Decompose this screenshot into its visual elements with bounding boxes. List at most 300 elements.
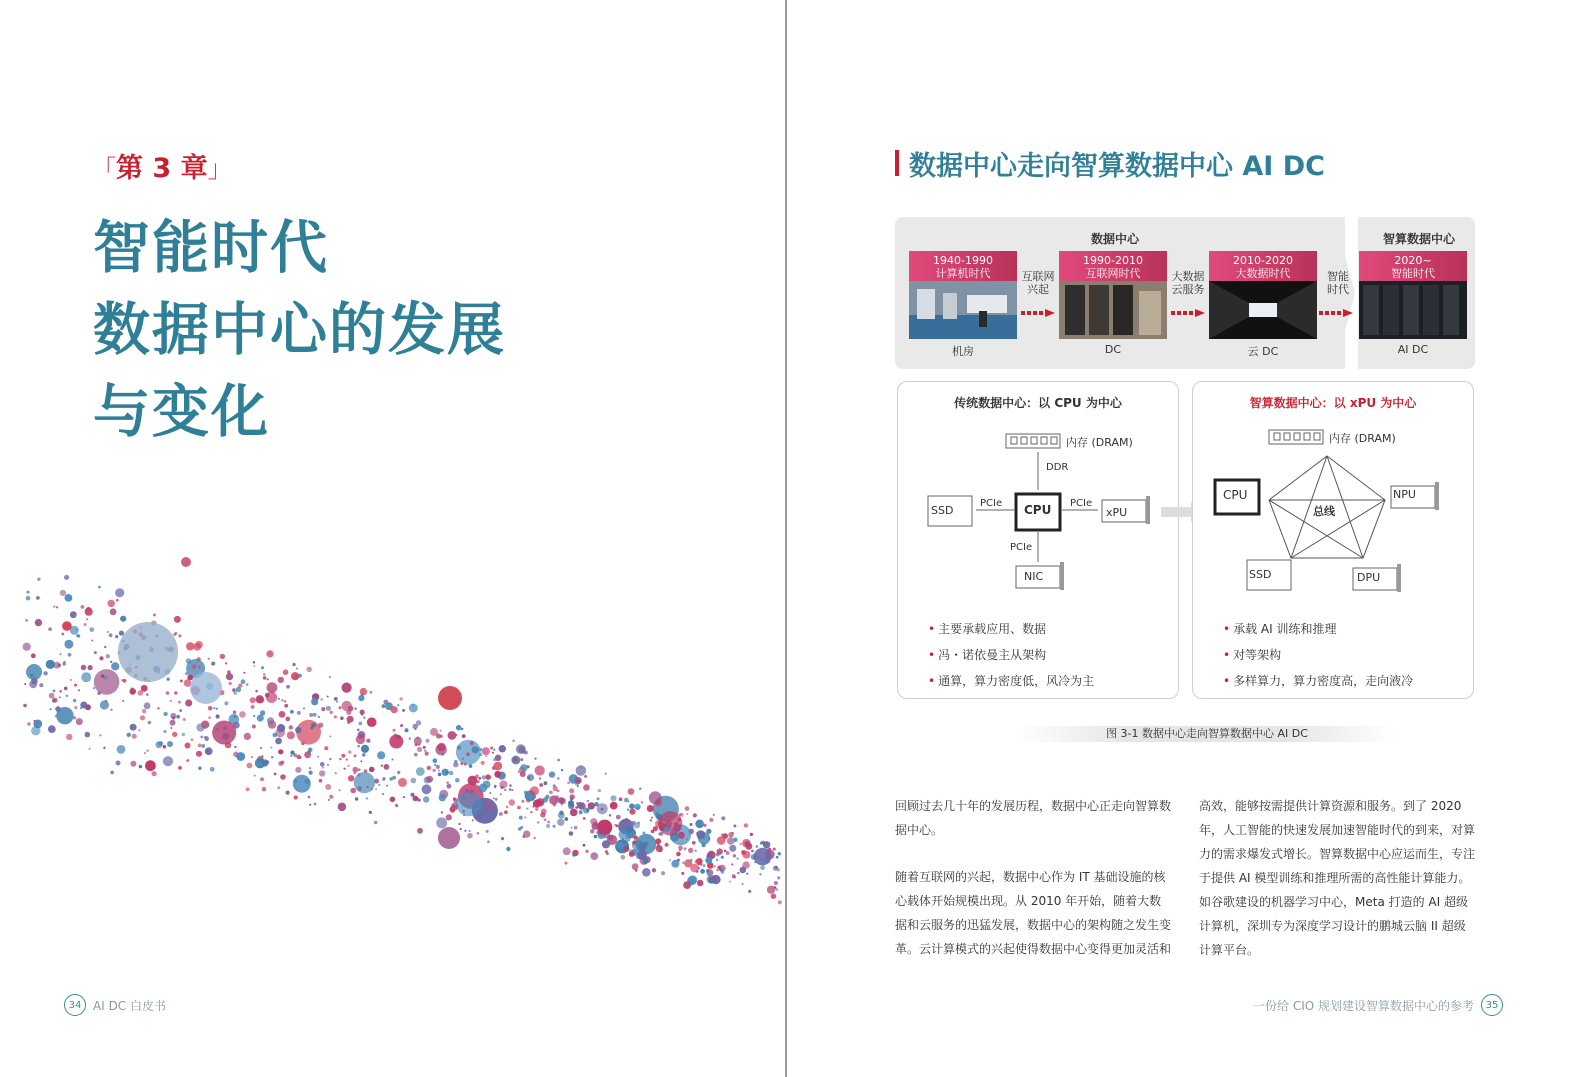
particle-dot — [703, 864, 706, 867]
particle-dot — [246, 787, 250, 791]
particle-dot — [185, 743, 191, 749]
particle-dot — [339, 758, 341, 760]
particle-dot — [274, 773, 277, 776]
particle-dot — [319, 770, 325, 776]
particle-dot — [109, 633, 113, 637]
particle-dot — [275, 738, 282, 745]
particle-dot — [681, 872, 684, 875]
particle-dot — [438, 686, 462, 710]
particle-dot — [695, 850, 697, 852]
particle-dot — [561, 769, 563, 771]
particle-dot — [721, 856, 724, 859]
particle-dot — [534, 837, 536, 839]
particle-dot — [27, 722, 30, 725]
particle-dot — [285, 717, 290, 722]
particle-dot — [354, 708, 356, 710]
particle-dot — [411, 778, 417, 784]
transition-intelligent: 智能 时代 — [1327, 270, 1349, 296]
particle-dot — [303, 707, 305, 709]
particle-dot — [366, 797, 368, 799]
particle-dot — [771, 893, 777, 899]
particle-dot — [433, 758, 438, 763]
particle-dot — [261, 666, 264, 669]
transition-bigdata: 大数据 云服务 — [1171, 270, 1205, 296]
particle-dot — [487, 840, 490, 843]
particle-dot — [456, 791, 481, 816]
particle-dot — [115, 635, 118, 638]
particle-dot — [110, 661, 112, 663]
particle-dot — [322, 766, 324, 768]
particle-dot — [278, 698, 280, 700]
particle-dot — [774, 881, 778, 885]
particle-dot — [553, 786, 558, 791]
particle-dot — [479, 813, 483, 817]
particle-dot — [226, 673, 233, 680]
particle-dot — [414, 737, 422, 745]
particle-dot — [110, 771, 114, 775]
particle-dot — [185, 699, 192, 706]
particle-dot — [118, 622, 178, 682]
particle-dot — [731, 832, 733, 834]
particle-dot — [577, 802, 583, 808]
particle-dot — [369, 691, 372, 694]
particle-dot — [500, 786, 503, 789]
particle-dot — [649, 791, 662, 804]
particle-dot — [482, 747, 490, 755]
arrow-icon — [1319, 309, 1353, 317]
section-title-bar — [895, 150, 899, 176]
particle-dot — [409, 737, 412, 740]
particle-dot — [535, 765, 545, 775]
particle-dot — [183, 718, 186, 721]
particle-dot — [746, 873, 748, 875]
particle-dot — [391, 706, 398, 713]
particle-dot — [742, 851, 750, 859]
particle-dot — [91, 640, 93, 642]
particle-dot — [267, 682, 278, 693]
particle-dot — [698, 867, 700, 869]
era-photo-cloud-dc — [1209, 281, 1317, 339]
particle-dot — [439, 794, 446, 801]
particle-dot — [776, 856, 779, 859]
particle-dot — [577, 785, 579, 787]
dram-label: 内存 (DRAM) — [1066, 436, 1133, 449]
particle-dot — [138, 729, 140, 731]
particle-dot — [236, 752, 245, 761]
particle-dot — [192, 664, 197, 669]
particle-dot — [73, 716, 76, 719]
particle-dot — [453, 762, 458, 767]
particle-dot — [110, 608, 117, 615]
particle-dot — [311, 698, 318, 705]
particle-dot — [144, 752, 146, 754]
running-title: 一份给 CIO 规划建设智算数据中心的参考 — [1253, 998, 1474, 1013]
particle-dot — [427, 766, 431, 770]
particle-dot — [642, 858, 648, 864]
particle-dot — [297, 711, 301, 715]
particle-dot — [68, 653, 72, 657]
particle-dot — [31, 653, 36, 658]
particle-dot — [414, 753, 418, 757]
particle-dot — [661, 871, 665, 875]
particle-dot — [23, 704, 27, 708]
particle-dot — [493, 797, 495, 799]
particle-dot — [360, 760, 362, 762]
particle-dot — [593, 821, 598, 826]
particle-dot — [690, 823, 693, 826]
particle-dot — [493, 758, 497, 762]
particle-dot — [350, 788, 356, 794]
particle-dot — [619, 830, 629, 840]
particle-dot — [526, 808, 528, 810]
particle-dot — [705, 857, 712, 864]
particle-dot — [512, 740, 515, 743]
particle-dot — [569, 831, 574, 836]
particle-dot — [163, 745, 167, 749]
era-internet — [1059, 251, 1167, 356]
particle-dot — [186, 642, 194, 650]
particle-dot — [23, 643, 31, 651]
particle-dot — [524, 791, 528, 795]
particle-dot — [178, 701, 181, 704]
particle-dot — [524, 816, 526, 818]
particle-dot — [101, 674, 104, 677]
particle-dot — [513, 757, 518, 762]
particle-dot — [487, 804, 492, 809]
particle-dot — [122, 700, 124, 702]
particle-dot — [167, 741, 173, 747]
particle-dot — [605, 773, 607, 775]
particle-dot — [234, 691, 237, 694]
particle-dot — [348, 750, 351, 753]
particle-dot — [253, 665, 255, 667]
particle-dot — [397, 771, 400, 774]
particle-dot — [270, 746, 272, 748]
particle-dot — [635, 869, 638, 872]
particle-dot — [587, 800, 589, 802]
group-title-aidc: 智算数据中心 — [1383, 232, 1456, 246]
particle-dot — [535, 808, 538, 811]
particle-dot — [255, 758, 266, 769]
particle-dot — [636, 855, 640, 859]
xpu-label: xPU — [1106, 506, 1128, 519]
particle-dot — [375, 788, 377, 790]
particle-dot — [142, 709, 146, 713]
particle-dot — [81, 672, 91, 682]
particle-dot — [313, 713, 317, 717]
particle-dot — [233, 711, 236, 714]
particle-dot — [455, 778, 460, 783]
particle-dot — [250, 697, 256, 703]
particle-dot — [148, 721, 152, 725]
particle-dot — [74, 684, 77, 687]
particle-dot — [325, 784, 331, 790]
particle-dot — [191, 738, 194, 741]
particle-dot — [696, 870, 699, 873]
particle-dot — [326, 706, 331, 711]
particle-dot — [509, 788, 511, 790]
particle-dot — [597, 820, 612, 835]
chapter-bracket-open: 「 — [92, 155, 116, 183]
particle-dot — [521, 800, 524, 803]
nic-label: NIC — [1024, 570, 1044, 583]
particle-dot — [117, 745, 126, 754]
particle-dot — [295, 727, 301, 733]
particle-dot — [293, 663, 296, 666]
particle-dot — [629, 803, 635, 809]
particle-dot — [563, 847, 571, 855]
particle-dot — [723, 834, 726, 837]
particle-dot — [733, 854, 736, 857]
particle-dot — [629, 809, 635, 815]
particle-dot — [400, 724, 403, 727]
particle-dot — [557, 777, 560, 780]
bullet-item: • 对等架构 — [1223, 648, 1282, 662]
particle-dot — [748, 890, 751, 893]
particle-dot — [412, 704, 414, 706]
particle-dot — [241, 679, 246, 684]
particle-dot — [717, 866, 721, 870]
particle-dot — [225, 662, 227, 664]
particle-dot — [584, 775, 587, 778]
particle-dot — [733, 838, 737, 842]
chapter-title-line-1: 智能时代 — [93, 215, 329, 281]
particle-dot — [389, 777, 393, 781]
particle-dot — [338, 803, 347, 812]
particle-dot — [469, 764, 473, 768]
particle-dot — [201, 744, 205, 748]
particle-dot — [386, 785, 388, 787]
particle-dot — [247, 763, 253, 769]
particle-dot — [198, 767, 201, 770]
particle-dot — [777, 876, 780, 879]
particle-dot — [576, 765, 587, 776]
particle-dot — [740, 843, 742, 845]
particle-dot — [536, 798, 544, 806]
particle-dot — [450, 807, 455, 812]
particle-dot — [520, 764, 527, 771]
particle-dot — [517, 806, 521, 810]
particle-dot — [190, 672, 222, 704]
particle-dot — [119, 631, 124, 636]
particle-dot — [402, 709, 405, 712]
particle-dot — [295, 676, 298, 679]
npu-label: NPU — [1393, 488, 1416, 501]
particle-dot — [415, 743, 418, 746]
particle-dot — [540, 812, 545, 817]
dram-icon — [1269, 430, 1323, 444]
particle-dot — [362, 753, 365, 756]
particle-dot — [355, 797, 358, 800]
particle-dot — [610, 795, 616, 801]
particle-dot — [403, 796, 405, 798]
particle-dot — [677, 818, 681, 822]
particle-dot — [110, 709, 112, 711]
particle-dot — [568, 800, 574, 806]
particle-dot — [418, 799, 421, 802]
particle-dot — [632, 863, 639, 870]
left-footer — [64, 994, 166, 1016]
particle-dot — [494, 786, 496, 788]
particle-dot — [89, 748, 91, 750]
particle-dot — [424, 777, 431, 784]
dpu-label: DPU — [1357, 571, 1381, 584]
particle-dot — [33, 720, 42, 729]
particle-dot — [597, 797, 600, 800]
particle-dot — [366, 739, 370, 743]
particle-dot — [48, 627, 52, 631]
particle-dot — [729, 845, 736, 852]
particle-dot — [633, 836, 637, 840]
particle-dot — [676, 852, 681, 857]
particle-dot — [756, 845, 759, 848]
particle-dot — [81, 665, 87, 671]
particle-dot — [458, 823, 460, 825]
dram-label: 内存 (DRAM) — [1329, 432, 1396, 445]
ssd-label: SSD — [931, 504, 954, 517]
particle-dot — [26, 664, 42, 680]
particle-dot — [436, 817, 447, 828]
particle-dot — [158, 741, 163, 746]
particle-dot — [286, 685, 290, 689]
particle-dot — [726, 851, 730, 855]
particle-dot — [537, 821, 539, 823]
ai-bullets — [1223, 620, 1413, 698]
particle-dot — [290, 710, 294, 714]
particle-dot — [271, 756, 273, 758]
particle-dot — [627, 809, 629, 811]
particle-dot — [717, 836, 726, 845]
particle-dot — [585, 850, 588, 853]
particle-dot — [639, 787, 642, 790]
particle-dot — [174, 691, 177, 694]
particle-dot — [478, 784, 487, 793]
particle-dot — [293, 775, 311, 793]
particle-dot — [244, 733, 251, 740]
particle-dot — [314, 803, 317, 806]
figure-caption: 图 3-1 数据中心走向智算数据中心 AI DC — [1017, 726, 1397, 742]
particle-dot — [187, 675, 193, 681]
particle-dot — [570, 809, 578, 817]
particle-dot — [346, 759, 348, 761]
particle-dot — [267, 678, 269, 680]
particle-dot — [86, 618, 88, 620]
particle-dot — [204, 736, 209, 741]
particle-dot — [253, 661, 256, 664]
particle-dot — [266, 760, 270, 764]
particle-dot — [157, 707, 159, 709]
particle-dot — [644, 841, 649, 846]
particle-dot — [186, 759, 189, 762]
particle-dot — [358, 768, 361, 771]
particle-dot — [39, 683, 43, 687]
particle-dot — [327, 696, 329, 698]
particle-dot — [469, 830, 471, 832]
chapter-title-line-2: 数据中心的发展 — [93, 297, 506, 363]
particle-dot — [153, 614, 156, 617]
particle-dot — [590, 852, 598, 860]
particle-dot — [78, 689, 80, 691]
particle-dot — [170, 713, 176, 719]
particle-dot — [486, 830, 489, 833]
particle-dot — [382, 793, 384, 795]
era-band: 2020~ 智能时代 — [1359, 251, 1467, 281]
particle-dot — [335, 772, 337, 774]
particle-dot — [354, 754, 357, 757]
particle-dot — [658, 833, 661, 836]
particle-dot — [506, 847, 510, 851]
particle-dot — [216, 708, 218, 710]
particle-dot — [773, 848, 776, 851]
particle-dot — [750, 833, 753, 836]
particle-dot — [565, 862, 568, 865]
particle-dot — [176, 715, 180, 719]
particle-dot — [761, 841, 764, 844]
particle-dot — [760, 865, 765, 870]
particle-dot — [721, 870, 725, 874]
particle-dot — [208, 658, 210, 660]
particle-dot — [564, 817, 568, 821]
particle-dot — [284, 704, 288, 708]
particle-dot — [280, 774, 286, 780]
particle-dot — [146, 750, 148, 752]
particle-dot — [516, 744, 526, 754]
particle-dot — [434, 764, 436, 766]
particle-dot — [37, 578, 40, 581]
particle-dot — [175, 632, 178, 635]
particle-dot — [307, 667, 312, 672]
particle-dot — [393, 729, 396, 732]
particle-dot — [678, 832, 685, 839]
particle-dot — [383, 777, 386, 780]
paragraph: 随着互联网的兴起，数据中心作为 IT 基础设施的核心载体开始规模出现。从 2010 年开始，随着大数据和云服务的迅猛发展，数据中心的架构随之发生变革。云计算模式的兴起使得数据中心变得更加灵活和 — [895, 870, 1172, 956]
particle-dot — [650, 819, 652, 821]
particle-dot — [492, 752, 494, 754]
section-title: 数据中心走向智算数据中心 AI DC — [909, 151, 1325, 182]
particle-dot — [273, 733, 278, 738]
particle-dot — [50, 708, 52, 710]
particle-dot — [59, 690, 62, 693]
particle-dot — [520, 771, 526, 777]
particle-dot — [651, 817, 653, 819]
particle-dot — [145, 760, 156, 771]
particle-dot — [56, 606, 58, 608]
bullet-item: • 承载 AI 训练和推理 — [1223, 622, 1337, 636]
particle-dot — [555, 795, 559, 799]
cpu-centric-diagram — [898, 412, 1178, 642]
particle-dot — [478, 777, 481, 780]
particle-dot — [170, 720, 176, 726]
particle-dot — [123, 679, 127, 683]
particle-dot — [438, 773, 442, 777]
particle-dot — [76, 629, 78, 631]
particle-dot — [579, 810, 583, 814]
particle-dot — [653, 826, 658, 831]
cpu-label: CPU — [1223, 488, 1248, 502]
particle-dot — [53, 662, 60, 669]
particle-dot — [61, 633, 64, 636]
particle-dot — [347, 716, 354, 723]
particle-dot — [243, 672, 245, 674]
arrow-icon — [1171, 309, 1205, 317]
particle-dot — [619, 797, 623, 801]
particle-dot — [24, 683, 26, 685]
particle-dot — [632, 841, 636, 845]
particle-dot — [683, 881, 691, 889]
particle-dot — [697, 880, 704, 887]
particle-dot — [424, 750, 426, 752]
particle-dot — [328, 799, 330, 801]
